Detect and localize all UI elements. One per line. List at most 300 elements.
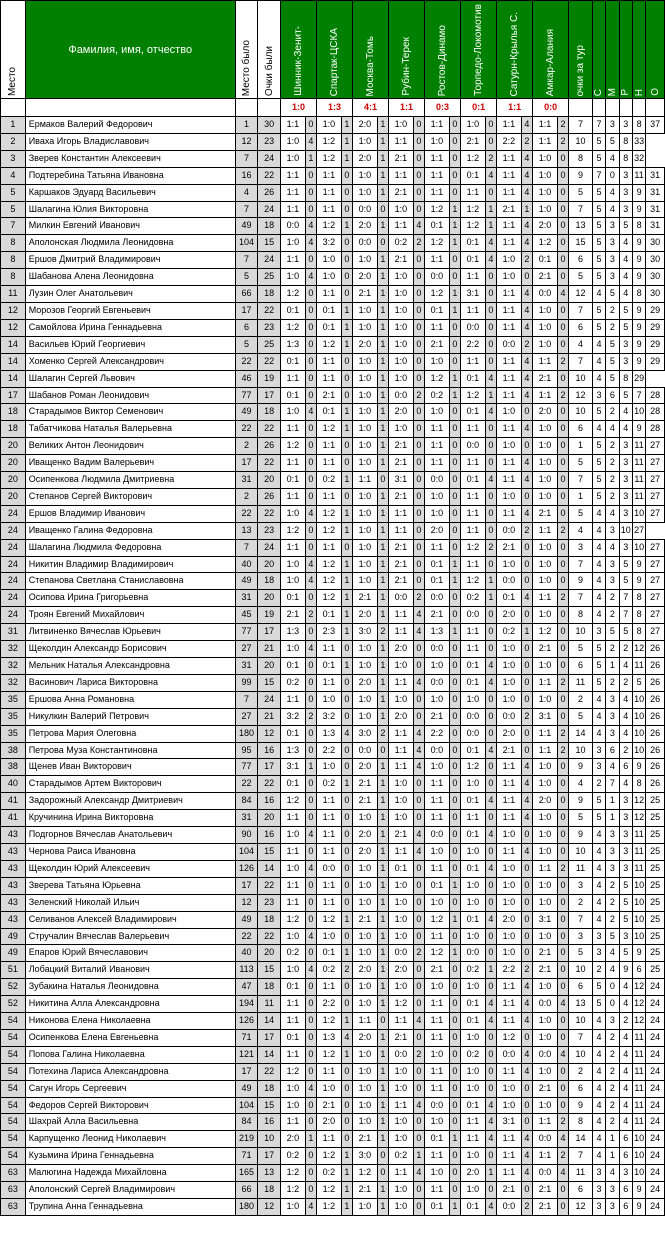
table-cell: 121 — [235, 1046, 258, 1063]
table-cell: 28 — [646, 421, 665, 438]
table-cell: 24 — [646, 1029, 665, 1046]
table-cell: 1 — [377, 979, 388, 996]
table-cell: 12 — [1, 319, 26, 336]
table-cell: 0 — [413, 556, 424, 573]
table-cell: 4 — [413, 759, 424, 776]
table-cell: Великих Антон Леонидович — [25, 438, 235, 455]
table-cell: 4 — [413, 674, 424, 691]
table-cell: 2 — [592, 962, 605, 979]
table-cell: 1:0 — [280, 827, 305, 844]
table-cell: 0 — [449, 353, 460, 370]
table-cell: 0 — [557, 1063, 568, 1080]
table-cell: 4 — [521, 1013, 532, 1030]
table-cell: 0 — [485, 894, 496, 911]
table-cell: 12 — [632, 979, 645, 996]
table-cell: 0:1 — [461, 370, 486, 387]
table-cell: 3 — [592, 759, 605, 776]
table-cell: 1 — [305, 1131, 316, 1148]
table-cell: 1:0 — [389, 269, 414, 286]
table-cell: 1 — [449, 1199, 460, 1216]
table-cell: 1:2 — [425, 911, 450, 928]
table-cell: 9 — [632, 302, 645, 319]
table-cell: 1 — [377, 336, 388, 353]
table-cell: 5 — [569, 641, 593, 658]
table-cell: 1:2 — [280, 1182, 305, 1199]
table-cell: 1 — [449, 387, 460, 404]
table-cell: 7 — [235, 252, 258, 269]
table-cell: 0 — [485, 438, 496, 455]
results-row — [1, 99, 665, 117]
table-cell: 2 — [619, 674, 632, 691]
table-cell: 0 — [557, 302, 568, 319]
table-cell: 4 — [521, 370, 532, 387]
table-cell: 1 — [377, 370, 388, 387]
table-cell: 9 — [569, 827, 593, 844]
table-cell: 0 — [557, 877, 568, 894]
table-cell: 1:1 — [389, 505, 414, 522]
table-cell: 5 — [592, 404, 605, 421]
table-cell: 1:1 — [317, 1063, 342, 1080]
table-cell: 2:1 — [425, 607, 450, 624]
table-cell: 3 — [606, 573, 619, 590]
table-cell: 0 — [521, 894, 532, 911]
table-cell: 9 — [632, 759, 645, 776]
table-cell: 10 — [632, 911, 645, 928]
table-cell: 7 — [619, 590, 632, 607]
table-cell: 0 — [521, 438, 532, 455]
table-cell: 27 — [646, 488, 665, 505]
table-cell: 3:2 — [317, 235, 342, 252]
table-cell: 1 — [377, 218, 388, 235]
table-cell: 1:0 — [353, 1199, 378, 1216]
table-cell: 0 — [341, 455, 352, 472]
table-cell: 0 — [485, 319, 496, 336]
table-cell: 1:2 — [317, 1046, 342, 1063]
table-cell: 4 — [606, 184, 619, 201]
table-cell: 25 — [646, 911, 665, 928]
table-cell: 24 — [1, 505, 26, 522]
table-cell: 40 — [235, 945, 258, 962]
table-cell: Ермаков Валерий Федорович — [25, 117, 235, 134]
table-cell: 29 — [632, 370, 645, 387]
table-cell: 1 — [521, 201, 532, 218]
table-cell: 3 — [619, 117, 632, 134]
table-row — [1, 252, 665, 269]
table-cell: 2:0 — [497, 725, 522, 742]
table-cell: 1:0 — [533, 810, 558, 827]
table-cell: 0 — [305, 201, 316, 218]
table-cell: 0 — [485, 133, 496, 150]
table-cell: 2 — [413, 1046, 424, 1063]
table-cell: 2 — [521, 252, 532, 269]
table-cell: 1:2 — [353, 1165, 378, 1182]
table-cell: 4 — [305, 404, 316, 421]
table-cell: 2:0 — [353, 827, 378, 844]
table-cell: 1 — [341, 590, 352, 607]
table-cell: 17 — [258, 387, 281, 404]
table-cell: 2 — [235, 488, 258, 505]
table-cell: 11 — [632, 1029, 645, 1046]
table-cell: Федоров Сергей Викторович — [25, 1097, 235, 1114]
table-cell: 20 — [258, 472, 281, 489]
table-cell: 1 — [377, 708, 388, 725]
table-cell: 16 — [235, 167, 258, 184]
table-cell: 0 — [341, 488, 352, 505]
table-cell: 2 — [569, 894, 593, 911]
table-cell: 0:1 — [317, 607, 342, 624]
table-cell: 1:2 — [317, 556, 342, 573]
table-cell: 2 — [557, 353, 568, 370]
table-cell: 1:1 — [497, 286, 522, 303]
table-cell: 4 — [592, 1114, 605, 1131]
table-cell: 4 — [592, 607, 605, 624]
table-cell: 1 — [377, 793, 388, 810]
table-cell: 0 — [521, 573, 532, 590]
table-cell: 63 — [1, 1199, 26, 1216]
table-cell: 0 — [557, 776, 568, 793]
table-cell: 4 — [606, 150, 619, 167]
table-cell: 1:1 — [497, 353, 522, 370]
table-cell: 4 — [592, 691, 605, 708]
table-cell: 0 — [557, 1029, 568, 1046]
table-cell: 1:0 — [353, 387, 378, 404]
table-cell: 1 — [341, 117, 352, 134]
table-cell: 0:0 — [280, 218, 305, 235]
table-row — [1, 624, 665, 641]
table-cell: 5 — [619, 945, 632, 962]
table-cell: 1:0 — [533, 539, 558, 556]
table-cell: 1:0 — [533, 421, 558, 438]
table-row — [1, 607, 665, 624]
table-cell: 4 — [305, 641, 316, 658]
table-cell: 1:0 — [497, 556, 522, 573]
table-cell: 0 — [413, 691, 424, 708]
table-cell: 4 — [521, 1148, 532, 1165]
table-cell: 0:1 — [425, 573, 450, 590]
table-row — [1, 827, 665, 844]
table-cell: 2:1 — [389, 827, 414, 844]
table-cell: 3 — [606, 725, 619, 742]
table-cell: 9 — [632, 184, 645, 201]
table-cell: 4 — [413, 607, 424, 624]
table-cell: 0 — [305, 488, 316, 505]
table-cell: 0:1 — [461, 252, 486, 269]
table-cell: 1 — [449, 370, 460, 387]
table-cell: 4 — [619, 1114, 632, 1131]
table-cell: 6 — [569, 1182, 593, 1199]
table-cell: 54 — [1, 1063, 26, 1080]
table-cell: 1:0 — [353, 455, 378, 472]
table-cell: 1:1 — [497, 302, 522, 319]
table-cell: 14 — [258, 1046, 281, 1063]
table-cell: 1:0 — [353, 641, 378, 658]
table-cell: 31 — [646, 167, 665, 184]
table-cell: 4 — [592, 1131, 605, 1148]
table-cell: 4 — [485, 860, 496, 877]
table-cell: 40 — [1, 776, 26, 793]
table-cell: 1:0 — [533, 658, 558, 675]
table-cell: 9 — [632, 201, 645, 218]
table-cell: 1:0 — [533, 438, 558, 455]
table-cell: 11 — [632, 1046, 645, 1063]
table-cell: 0:1 — [280, 725, 305, 742]
table-cell: 1 — [449, 1131, 460, 1148]
table-cell: 1:1 — [533, 387, 558, 404]
table-cell: 180 — [235, 725, 258, 742]
table-cell: 1:0 — [533, 184, 558, 201]
table-cell: 1 — [377, 759, 388, 776]
table-cell: 1 — [377, 556, 388, 573]
table-cell: 24 — [258, 201, 281, 218]
table-cell: 2:1 — [389, 455, 414, 472]
table-cell: Ершов Владимир Иванович — [25, 505, 235, 522]
table-cell: 12 — [632, 810, 645, 827]
table-cell: 9 — [632, 556, 645, 573]
table-cell: 2 — [606, 1029, 619, 1046]
table-cell: 0:0 — [389, 1046, 414, 1063]
result-8: 0:0 — [533, 99, 569, 117]
table-cell: 0 — [557, 911, 568, 928]
table-cell: 0:0 — [497, 573, 522, 590]
table-cell: 0 — [557, 759, 568, 776]
table-cell: 2 — [606, 877, 619, 894]
result-6: 0:1 — [461, 99, 497, 117]
table-cell: 9 — [632, 319, 645, 336]
table-cell: 15 — [258, 843, 281, 860]
table-cell: 4 — [592, 1097, 605, 1114]
table-cell: 4 — [569, 522, 593, 539]
table-cell: 4 — [592, 708, 605, 725]
table-cell: 1 — [449, 877, 460, 894]
table-cell: 9 — [569, 793, 593, 810]
table-cell: 0 — [413, 133, 424, 150]
table-cell: 1:2 — [317, 1182, 342, 1199]
table-cell: 0 — [485, 336, 496, 353]
table-cell: 2 — [557, 674, 568, 691]
table-cell: 1:0 — [497, 877, 522, 894]
table-cell: 1 — [341, 1013, 352, 1030]
table-cell: 1:2 — [280, 1165, 305, 1182]
table-cell: 11 — [632, 1080, 645, 1097]
table-cell: 0 — [341, 641, 352, 658]
table-cell: 2 — [606, 1114, 619, 1131]
table-cell: 1:1 — [425, 928, 450, 945]
table-cell: 1:0 — [533, 1029, 558, 1046]
table-cell: 1:0 — [533, 150, 558, 167]
table-cell: 77 — [235, 624, 258, 641]
table-cell: 5 — [592, 269, 605, 286]
table-cell: 1 — [377, 590, 388, 607]
table-cell: 1:1 — [497, 759, 522, 776]
table-cell: 4 — [1, 167, 26, 184]
table-cell: 3:1 — [280, 759, 305, 776]
table-cell: Троян Евгений Михайлович — [25, 607, 235, 624]
table-cell: Карпущенко Леонид Николаевич — [25, 1131, 235, 1148]
table-cell: 0:2 — [317, 962, 342, 979]
table-cell: 24 — [258, 691, 281, 708]
table-cell: 2:1 — [497, 201, 522, 218]
table-cell: 8 — [632, 624, 645, 641]
table-cell: 3 — [606, 269, 619, 286]
table-cell: 0:2 — [425, 387, 450, 404]
table-cell: 12 — [632, 793, 645, 810]
table-cell: 1:1 — [425, 167, 450, 184]
table-cell: 1:2 — [317, 421, 342, 438]
table-cell: 0 — [485, 421, 496, 438]
table-cell: Шахрай Алла Васильевна — [25, 1114, 235, 1131]
table-cell: 95 — [235, 742, 258, 759]
table-cell: 5 — [592, 133, 605, 150]
table-cell: 22 — [258, 353, 281, 370]
table-cell: 2 — [485, 539, 496, 556]
table-cell: 5 — [606, 133, 619, 150]
table-cell: 1 — [377, 488, 388, 505]
table-cell: 1:0 — [353, 1114, 378, 1131]
table-cell: 2:1 — [353, 776, 378, 793]
table-cell: 1:1 — [425, 776, 450, 793]
table-cell: Ершов Дмитрий Владимирович — [25, 252, 235, 269]
table-cell: 1:0 — [461, 1148, 486, 1165]
table-cell: 4 — [619, 1097, 632, 1114]
table-cell: 1:1 — [389, 843, 414, 860]
table-cell: 5 — [592, 472, 605, 489]
table-cell: 1 — [341, 658, 352, 675]
table-cell: 1:1 — [389, 167, 414, 184]
table-cell: 4 — [305, 133, 316, 150]
table-cell: 25 — [646, 827, 665, 844]
table-cell: Шалагина Людмила Федоровна — [25, 539, 235, 556]
table-cell: 1:0 — [533, 1097, 558, 1114]
table-cell: 2:1 — [353, 590, 378, 607]
table-cell: 0 — [449, 1182, 460, 1199]
table-cell: 0 — [305, 691, 316, 708]
table-cell: 0 — [449, 421, 460, 438]
table-cell: 5 — [592, 996, 605, 1013]
table-cell: 10 — [569, 742, 593, 759]
table-cell: 0:1 — [280, 1029, 305, 1046]
table-cell: 1:0 — [425, 843, 450, 860]
table-cell: 12 — [1, 302, 26, 319]
table-cell: 1 — [413, 1148, 424, 1165]
table-cell: 1:0 — [353, 556, 378, 573]
table-cell: 24 — [646, 1080, 665, 1097]
table-cell: 1:0 — [425, 1165, 450, 1182]
table-cell: 41 — [1, 793, 26, 810]
table-cell: 71 — [235, 1148, 258, 1165]
table-cell: 1 — [341, 505, 352, 522]
table-cell: 0 — [377, 1165, 388, 1182]
table-cell: 20 — [1, 488, 26, 505]
table-cell: 2 — [606, 1063, 619, 1080]
table-cell: 24 — [646, 1114, 665, 1131]
table-cell: 12 — [569, 286, 593, 303]
table-cell: 1:0 — [461, 1182, 486, 1199]
table-cell: 0 — [341, 928, 352, 945]
table-cell: 4 — [557, 1046, 568, 1063]
table-cell: 10 — [632, 894, 645, 911]
table-cell: Зверева Татьяна Юрьевна — [25, 877, 235, 894]
table-cell: 24 — [646, 1199, 665, 1216]
table-cell: 0 — [413, 404, 424, 421]
table-cell: 104 — [235, 843, 258, 860]
table-cell: 0 — [449, 1080, 460, 1097]
table-cell: 1:0 — [353, 133, 378, 150]
table-cell: 1:1 — [280, 691, 305, 708]
table-cell: 4 — [592, 336, 605, 353]
table-cell: 1:0 — [497, 945, 522, 962]
table-cell: 0 — [413, 1131, 424, 1148]
table-cell: 5 — [569, 269, 593, 286]
table-cell: 1 — [341, 421, 352, 438]
table-cell: 99 — [235, 674, 258, 691]
table-cell: 1:0 — [497, 691, 522, 708]
table-cell: 0:0 — [497, 1199, 522, 1216]
table-cell: 1:0 — [353, 1063, 378, 1080]
table-cell: 11 — [632, 1063, 645, 1080]
table-cell: 1 — [377, 1097, 388, 1114]
table-cell: Никитин Владимир Владимирович — [25, 556, 235, 573]
table-cell: 4 — [592, 1063, 605, 1080]
table-cell: 0:2 — [280, 1148, 305, 1165]
table-cell: 5 — [569, 708, 593, 725]
table-cell: 0 — [557, 1013, 568, 1030]
table-cell: 4 — [557, 1131, 568, 1148]
table-cell: 2:1 — [389, 539, 414, 556]
table-cell: 1 — [377, 438, 388, 455]
table-cell: 2:0 — [425, 522, 450, 539]
table-cell: 0 — [485, 979, 496, 996]
table-cell: 26 — [258, 488, 281, 505]
table-cell: 4 — [557, 996, 568, 1013]
table-cell: 0 — [521, 488, 532, 505]
table-cell: 4 — [619, 235, 632, 252]
table-cell: 1:1 — [317, 793, 342, 810]
table-cell: Подтеребина Татьяна Ивановна — [25, 167, 235, 184]
table-cell: 5 — [606, 353, 619, 370]
table-cell: 0 — [449, 1029, 460, 1046]
table-cell: 0 — [305, 438, 316, 455]
table-cell: 3 — [619, 353, 632, 370]
table-cell: 2 — [592, 776, 605, 793]
table-cell: 1:1 — [425, 184, 450, 201]
table-cell: 0 — [341, 286, 352, 303]
table-cell: 1:1 — [497, 150, 522, 167]
table-cell: 1:0 — [497, 641, 522, 658]
table-cell: 43 — [1, 860, 26, 877]
table-cell: 1:0 — [533, 607, 558, 624]
table-cell: 1:1 — [389, 607, 414, 624]
table-cell: 1:2 — [280, 522, 305, 539]
table-cell: 54 — [1, 1029, 26, 1046]
table-cell: 4 — [485, 827, 496, 844]
table-cell: 1 — [377, 573, 388, 590]
table-cell: 1 — [485, 387, 496, 404]
table-cell: 0 — [341, 1063, 352, 1080]
table-cell: 0:0 — [497, 1046, 522, 1063]
table-cell: 0:2 — [461, 962, 486, 979]
table-cell: 0 — [413, 117, 424, 134]
table-cell: 2:1 — [389, 556, 414, 573]
table-cell: 0 — [557, 488, 568, 505]
table-cell: 1:0 — [533, 691, 558, 708]
table-cell: 0 — [341, 370, 352, 387]
table-cell: 1:0 — [389, 201, 414, 218]
table-cell: 9 — [569, 573, 593, 590]
table-cell: 0 — [413, 979, 424, 996]
table-cell: 3 — [619, 505, 632, 522]
table-cell: 1 — [341, 1165, 352, 1182]
table-cell: 1:1 — [497, 421, 522, 438]
